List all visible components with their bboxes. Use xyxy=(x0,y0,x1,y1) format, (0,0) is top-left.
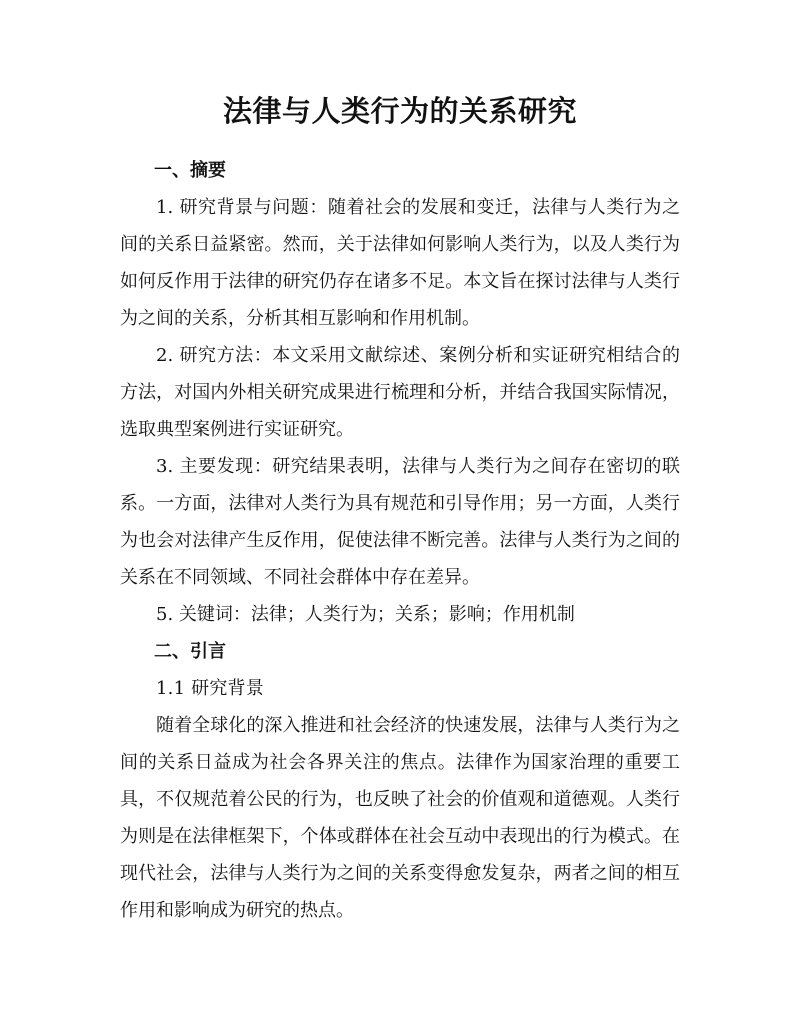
section-heading-abstract: 一、摘要 xyxy=(154,160,226,181)
document-title: 法律与人类行为的关系研究 xyxy=(222,94,577,128)
abstract-paragraph-keywords: 5. 关键词：法律；人类行为；关系；影响；作用机制 xyxy=(156,604,575,625)
abstract-paragraph-findings: 3. 主要发现：研究结果表明，法律与人类行为之间存在密切的联系。一方面，法律对人类行为具有规范和引导作用；另一方面，人类行为也会对法律产生反作用，促使法律不断完善。法律与人类行为之间的关系在不同领域、不同社会群体中存在差异。 xyxy=(120,456,680,588)
section-heading-introduction: 二、引言 xyxy=(154,641,226,662)
abstract-paragraph-background: 1. 研究背景与问题：随着社会的发展和变迁，法律与人类行为之间的关系日益紧密。然而，关于法律如何影响人类行为，以及人类行为如何反作用于法律的研究仍存在诸多不足。本文旨在探讨法律与人类行为之间的关系，分析其相互影响和作用机制。 xyxy=(120,197,680,329)
abstract-paragraph-methods: 2. 研究方法：本文采用文献综述、案例分析和实证研究相结合的方法，对国内外相关研究成果进行梳理和分析，并结合我国实际情况，选取典型案例进行实证研究。 xyxy=(120,345,680,440)
subsection-heading-background: 1.1 研究背景 xyxy=(156,678,264,699)
introduction-paragraph: 随着全球化的深入推进和社会经济的快速发展，法律与人类行为之间的关系日益成为社会各界关注的焦点。法律作为国家治理的重要工具，不仅规范着公民的行为，也反映了社会的价值观和道德观。人类行为则是在法律框架下，个体或群体在社会互动中表现出的行为模式。在现代社会，法律与人类行为之间的关系变得愈发复杂，两者之间的相互作用和影响成为研究的热点。 xyxy=(120,715,680,921)
